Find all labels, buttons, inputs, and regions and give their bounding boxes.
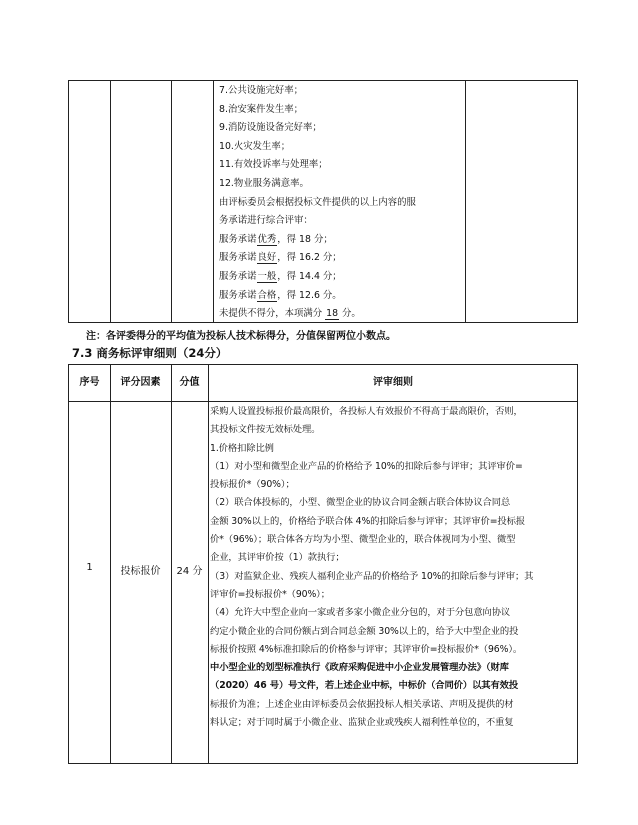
- section-title: 7.3 商务标评审细则（24分）: [72, 346, 228, 360]
- detail-line: 企业，其评审价按（1）款执行；: [210, 552, 345, 564]
- detail-line: （4）允许大中型企业向一家或者多家小微企业分包的，对于分包意向协议: [210, 607, 511, 619]
- grade-score: 16.2: [299, 252, 320, 264]
- criteria-line: 9.消防设施设备完好率；: [219, 122, 322, 134]
- detail-line: 价*（96%）；联合体各方均为小型、微型企业的，联合体视同为小型、微型: [210, 534, 516, 546]
- grade-level: 优秀: [257, 233, 277, 245]
- detail-line: 中小型企业的划型标准执行《政府采购促进中小企业发展管理办法》（财库: [210, 662, 509, 674]
- scoring-note: 注：各评委得分的平均值为投标人技术标得分，分值保留两位小数点。: [86, 331, 396, 342]
- grade-line: 服务承诺良好，得 16.2 分；: [219, 252, 342, 264]
- row-serial: 1: [86, 562, 93, 573]
- grade-score: 14.4: [299, 270, 320, 282]
- detail-line: 金额 30%以上的，价格给予联合体 4%的扣除后参与评审；其评审价=投标报: [210, 515, 526, 527]
- row-score: 24 分: [176, 566, 203, 577]
- criteria-line: 12.物业服务满意率。: [219, 177, 309, 189]
- grade-level: 一般: [257, 270, 277, 282]
- table-divider: [208, 365, 209, 763]
- service-criteria-table: [68, 80, 578, 323]
- grade-score: 12.6: [299, 289, 320, 301]
- detail-line: 约定小微企业的合同份额占到合同总金额 30%以上的，给予大中型企业的投: [210, 625, 519, 637]
- max-score: 18: [326, 308, 339, 320]
- detail-line: （1）对小型和微型企业产品的价格给予 10%的扣除后参与评审；其评审价=: [210, 460, 523, 472]
- criteria-line: 10.火灾发生率；: [219, 140, 291, 152]
- grade-score: 18: [299, 233, 311, 245]
- detail-line: 投标报价*（90%）；: [210, 479, 295, 491]
- scoring-details: [210, 403, 577, 732]
- table-divider: [171, 81, 172, 322]
- max-score-line: 未提供不得分，本项满分 18 分。: [219, 308, 361, 320]
- detail-line: 标报价按照 4%标准扣除后的价格参与评审；其评审价=投标报价*（96%）。: [210, 643, 523, 655]
- criteria-line: 务承诺进行综合评审：: [219, 215, 313, 227]
- header-serial: 序号: [79, 377, 100, 388]
- criteria-line: 8.治安案件发生率；: [219, 103, 303, 115]
- criteria-line: 由评标委员会根据投标文件提供的以上内容的服: [219, 196, 416, 208]
- detail-line: （2020）46 号）号文件，若上述企业中标，中标价（合同价）以其有效投: [210, 680, 519, 692]
- detail-line: （2）联合体投标的，小型、微型企业的协议合同金额占联合体协议合同总: [210, 497, 511, 509]
- detail-line: 其投标文件按无效标处理。: [210, 424, 321, 436]
- detail-line: 评审价=投标报价*（90%）；: [210, 588, 330, 600]
- detail-line: （3）对监狱企业、残疾人福利企业产品的价格给予 10%的扣除后参与评审；其: [210, 570, 534, 582]
- table-divider: [465, 81, 466, 322]
- header-factor: 评分因素: [120, 377, 161, 388]
- table-divider: [213, 81, 214, 322]
- detail-line: 标报价为准；上述企业由评标委员会依据投标人相关承诺、声明及提供的材: [210, 698, 514, 710]
- grade-line: 服务承诺一般，得 14.4 分；: [219, 270, 342, 282]
- table-divider: [110, 81, 111, 322]
- grade-line: 服务承诺合格，得 12.6 分。: [219, 289, 342, 301]
- grade-level: 良好: [257, 252, 277, 264]
- criteria-line: 7.公共设施完好率；: [219, 85, 303, 96]
- detail-line: 1.价格扣除比例: [210, 442, 274, 454]
- header-details: 评审细则: [373, 377, 413, 388]
- table-divider: [69, 401, 577, 402]
- commercial-scoring-table: [68, 364, 578, 764]
- grade-line: 服务承诺优秀，得 18 分；: [219, 233, 333, 245]
- criteria-list: [219, 82, 464, 324]
- detail-line: 采购人设置投标报价最高限价，各投标人有效报价不得高于最高限价，否则，: [210, 406, 523, 417]
- criteria-line: 11.有效投诉率与处理率；: [219, 159, 328, 171]
- header-score: 分值: [179, 377, 200, 388]
- detail-line: 料认定；对于同时属于小微企业、监狱企业或残疾人福利性单位的，不重复: [210, 717, 514, 729]
- grade-level: 合格: [257, 289, 277, 301]
- row-factor: 投标报价: [120, 566, 161, 577]
